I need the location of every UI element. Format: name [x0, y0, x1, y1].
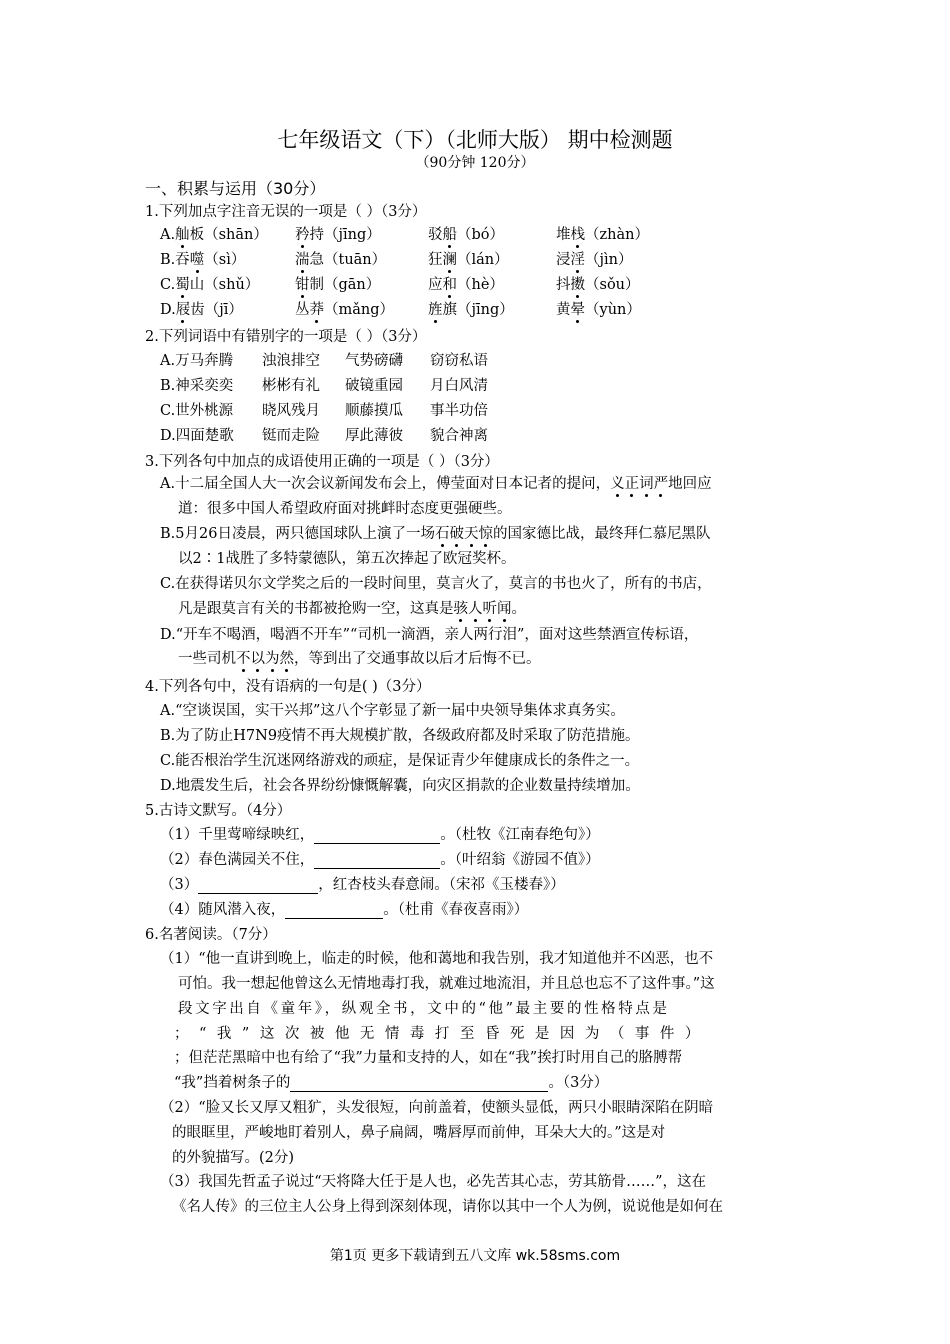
dotted-character: 义 [610, 476, 625, 492]
q1-option-item: 钳制（gān） [295, 277, 381, 293]
dotted-character: 晕 [570, 302, 585, 318]
q6-part3-line: 《名人传》的三位主人公身上得到深刻体现，请你以其中一个人为例，说说他是如何在 [172, 1199, 723, 1215]
q1-option-item: 黄晕（yùn） [556, 302, 641, 318]
answer-blank[interactable] [290, 1075, 548, 1092]
dotted-character: 严 [653, 476, 669, 492]
q2-stem: 2.下列词语中有错别字的一项是（ ）（3分） [145, 329, 427, 345]
q5-line1: （1）千里莺啼绿映红， 。（杜牧《江南春绝句》） [160, 827, 600, 843]
q2-phrase: 气势磅礴 [345, 353, 403, 369]
q3-option-d-line2: 一些司机不以为然，等到出了交通事故以后才后悔不已。 [178, 651, 541, 667]
exam-duration-score: （90分钟 120分） [415, 155, 535, 171]
q6-part1-line: ；“我”这次被他无情毒打至昏死是因为（事件） [174, 1026, 710, 1042]
dotted-character: 澜 [442, 252, 457, 268]
dotted-character: 淫 [570, 252, 585, 268]
q1-option-item: 驳船（bó） [428, 227, 505, 243]
q1-option-item: 旌旗（jīng） [428, 302, 514, 318]
q1-option-item: 浸淫（jìn） [556, 252, 633, 268]
dotted-character: 钳 [295, 277, 310, 293]
dotted-character: 船 [442, 227, 457, 243]
dotted-idiom [610, 476, 668, 492]
dotted-character: 矜 [295, 227, 310, 243]
dotted-character: 舢 [175, 227, 190, 243]
dotted-character: 湍 [295, 252, 310, 268]
q4-option-b: B.为了防止H7N9疫情不再大规模扩散，各级政府都及时采取了防范措施。 [160, 728, 640, 744]
q3-option-a-line1: A.十二届全国人大一次会议新闻发布会上，傅莹面对日本记者的提问，义正词严地回应 [160, 476, 712, 492]
q6-part2-line: 的眼眶里，严峻地盯着别人，鼻子扁阔，嘴唇厚而前伸，耳朵大大的。”这是对 [172, 1125, 666, 1141]
dotted-character: 为 [265, 651, 280, 667]
q3-option-b-line2: 以2∶1战胜了多特蒙德队，第五次捧起了欧冠奖杯。 [178, 551, 516, 567]
dotted-character: 不 [236, 651, 251, 667]
q1-option-item: 矜持（jīng） [295, 227, 381, 243]
q3-option-a-line2: 道：很多中国人希望政府面对挑衅时态度更强硬些。 [178, 501, 512, 517]
page-title: 七年级语文（下）（北师大版） 期中检测题 [277, 128, 673, 152]
q1-stem: 1.下列加点字注音无误的一项是（ ）（3分） [145, 204, 427, 220]
answer-blank[interactable] [198, 877, 318, 894]
section-heading: 一、积累与运用（30分） [145, 179, 326, 198]
dotted-character: 词 [639, 476, 654, 492]
q5-stem: 5.古诗文默写。（4分） [145, 803, 292, 819]
q5-line2: （2）春色满园关不住， 。（叶绍翁《游园不值》） [160, 852, 600, 868]
dotted-character: 人 [468, 601, 483, 617]
dotted-character: 擞 [570, 277, 585, 293]
q2-phrase: 事半功倍 [430, 403, 488, 419]
dotted-character: 破 [449, 526, 464, 542]
dotted-character: 石 [434, 526, 450, 542]
q1-option-item: 堆栈（zhàn） [556, 227, 649, 243]
q2-phrase: 月白风清 [430, 378, 488, 394]
q1-option-item: 丛莽（mǎng） [295, 302, 395, 318]
dotted-character: 以 [250, 651, 265, 667]
page-footer: 第1页 更多下载请到五八文库 wk.58sms.com [329, 1248, 621, 1264]
q1-option-item: 抖擞（sǒu） [556, 277, 640, 293]
q6-part2-line: （2）“脸又长又厚又粗犷，头发很短，向前盖着，使额头显低，两只小眼睛深陷在阴暗 [160, 1100, 714, 1116]
q3-option-d-line1: D.“开车不喝酒，喝酒不开车”“司机一滴酒，亲人两行泪”，面对这些禁酒宣传标语， [160, 627, 699, 643]
q6-part1-line: 可怕。我一想起他曾这么无情地毒打我，就难过地流泪，并且总也忘不了这件事。”这 [178, 976, 715, 992]
q2-phrase: C.世外桃源 [160, 403, 234, 419]
q5-line4: （4）随风潜入夜， 。（杜甫《春夜喜雨》） [160, 902, 529, 918]
dotted-idiom [236, 651, 294, 667]
q1-option-item: D.屐齿（jī） [160, 302, 243, 318]
dotted-character: 正 [624, 476, 640, 492]
q4-stem: 4.下列各句中，没有语病的一句是( )（3分） [145, 679, 431, 695]
dotted-character: 蜀 [175, 277, 190, 293]
q6-part3-line: （3）我国先哲孟子说过“天将降大任于是人也，必先苦其心志，劳其筋骨……”，这在 [160, 1174, 707, 1190]
dotted-character: 天 [463, 526, 479, 542]
dotted-character: 然 [279, 651, 294, 667]
q2-phrase: 破镜重园 [345, 378, 403, 394]
q6-part2-line: 的外貌描写。(2分) [172, 1150, 295, 1166]
q1-option-item: A.舢板（shān） [160, 227, 268, 243]
q6-stem: 6.名著阅读。（7分） [145, 927, 277, 943]
q1-option-item: C.蜀山（shǔ） [160, 277, 260, 293]
q2-phrase: 彬彬有礼 [262, 378, 320, 394]
q6-part1-line: ；但茫茫黑暗中也有给了“我”力量和支持的人，如在“我”挨打时用自己的胳膊帮 [174, 1050, 683, 1066]
q3-option-c-line1: C.在获得诺贝尔文学奖之后的一段时间里，莫言火了，莫言的书也火了，所有的书店， [160, 576, 712, 592]
q1-option-item: 湍急（tuān） [295, 252, 387, 268]
q2-phrase: 浊浪排空 [262, 353, 320, 369]
q4-option-c: C.能否根治学生沉迷网络游戏的顽症，是保证青少年健康成长的条件之一。 [160, 753, 640, 769]
answer-blank[interactable] [285, 902, 383, 919]
q2-phrase: 窃窃私语 [430, 353, 488, 369]
q2-phrase: 貌合神离 [430, 428, 488, 444]
answer-blank[interactable] [314, 827, 440, 844]
q6-part1-last-line: “我”挡着树条子的 。（3分） [174, 1075, 609, 1091]
dotted-character: 屐 [175, 302, 191, 318]
dotted-idiom [454, 601, 512, 617]
q2-phrase: 顺藤摸瓜 [345, 403, 403, 419]
dotted-character: 听 [482, 601, 497, 617]
dotted-character: 莽 [309, 302, 324, 318]
dotted-idiom [435, 526, 493, 542]
dotted-character: 噬 [189, 252, 205, 268]
dotted-character: 骇 [453, 601, 468, 617]
dotted-character: 和 [442, 277, 457, 293]
q4-option-a: A.“空谈误国，实干兴邦”这八个字彰显了新一届中央领导集体求真务实。 [160, 703, 625, 719]
dotted-character: 栈 [570, 227, 585, 243]
answer-blank[interactable] [314, 852, 440, 869]
q1-option-item: B.吞噬（sì） [160, 252, 246, 268]
q1-option-item: 狂澜（lán） [428, 252, 509, 268]
q3-stem: 3.下列各句中加点的成语使用正确的一项是（ ）（3分） [145, 454, 499, 470]
dotted-character: 闻 [497, 601, 512, 617]
dotted-character: 惊 [478, 526, 493, 542]
q3-option-b-line1: B.5月26日凌晨，两只德国球队上演了一场石破天惊的国家德比战，最终拜仁慕尼黑队 [160, 526, 711, 542]
q4-option-d: D.地震发生后，社会各界纷纷慷慨解囊，向灾区捐款的企业数量持续增加。 [160, 778, 640, 794]
q2-phrase: 晓风残月 [262, 403, 320, 419]
q1-option-item: 应和（hè） [428, 277, 504, 293]
q2-phrase: 铤而走险 [262, 428, 320, 444]
q2-phrase: A.万马奔腾 [160, 353, 234, 369]
dotted-character: 旌 [428, 302, 443, 318]
q2-phrase: B.神采奕奕 [160, 378, 234, 394]
q6-part1-line: 段文字出自《童年》，纵观全书，文中的“他”最主要的性格特点是 [178, 1001, 670, 1017]
q5-line3: （3） ，红杏枝头春意闹。（宋祁《玉楼春》） [160, 877, 565, 893]
q6-part1-line: （1）“他一直讲到晚上，临走的时候，他和蔼地和我告别，我才知道他并不凶恶，也不 [160, 951, 714, 967]
q2-phrase: 厚此薄彼 [345, 428, 403, 444]
q3-option-c-line2: 凡是跟莫言有关的书都被抢购一空，这真是骇人听闻。 [178, 601, 526, 617]
q2-phrase: D.四面楚歌 [160, 428, 234, 444]
